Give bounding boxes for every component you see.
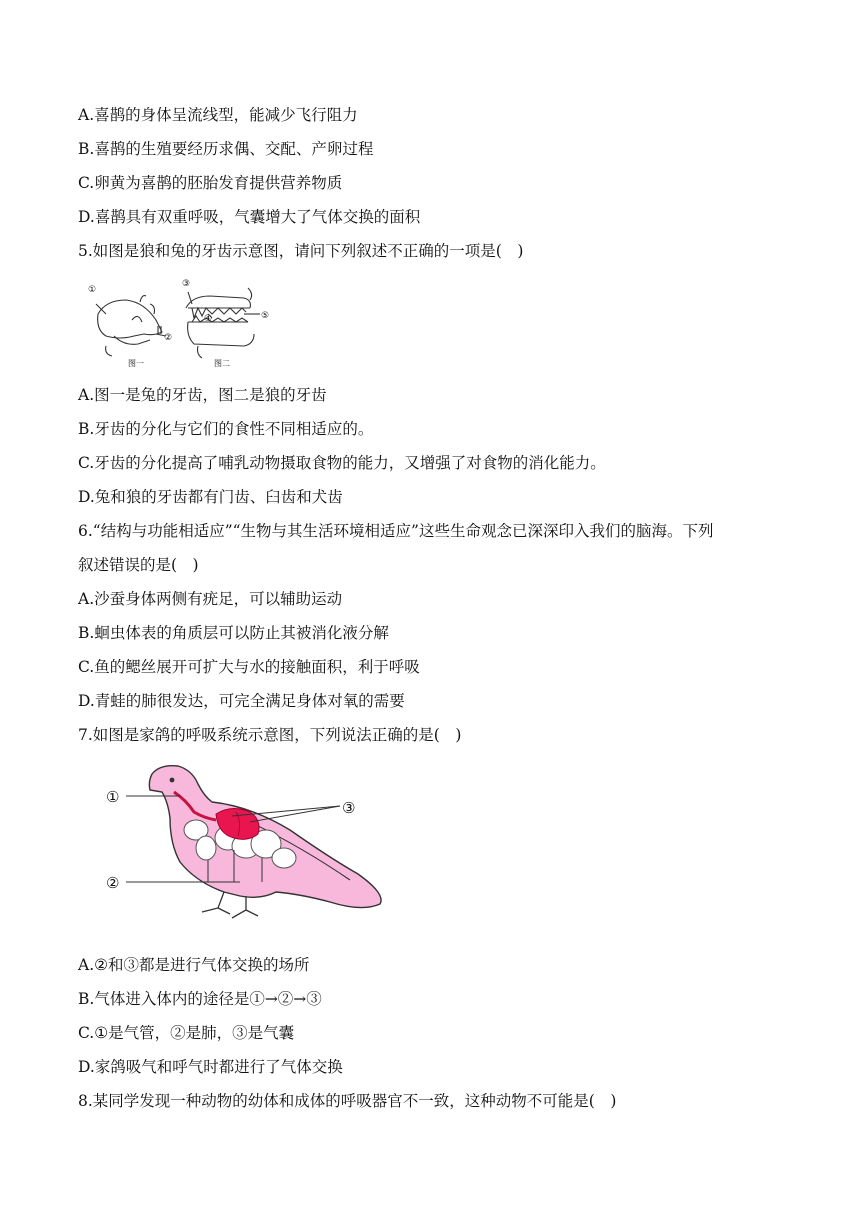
teeth-label-1: ①	[88, 285, 97, 295]
pigeon-label-1: ①	[106, 788, 120, 806]
teeth-caption-1: 图一	[128, 359, 144, 368]
q7-option-a: A.②和③都是进行气体交换的场所	[78, 956, 310, 974]
pigeon-label-3: ③	[342, 799, 356, 817]
q4-option-c: C.卵黄为喜鹊的胚胎发育提供营养物质	[78, 174, 343, 192]
q6-option-c: C.鱼的鳃丝展开可扩大与水的接触面积，利于呼吸	[78, 658, 420, 676]
q8-stem: 8.某同学发现一种动物的幼体和成体的呼吸器官不一致，这种动物不可能是( )	[78, 1092, 617, 1110]
q4-option-b: B.喜鹊的生殖要经历求偶、交配、产卵过程	[78, 140, 374, 158]
q7-option-b: B.气体进入体内的途径是①→②→③	[78, 990, 322, 1008]
q5-option-a: A.图一是兔的牙齿，图二是狼的牙齿	[78, 386, 327, 404]
air-sac	[196, 836, 216, 860]
q6-stem-line2: 叙述错误的是( )	[78, 556, 199, 574]
teeth-label-4: ④	[204, 314, 213, 324]
q4-option-a: A.喜鹊的身体呈流线型，能减少飞行阻力	[78, 106, 358, 124]
q7-option-d: D.家鸽吸气和呼气时都进行了气体交换	[78, 1058, 343, 1076]
teeth-label-5: ⑤	[261, 311, 270, 321]
q5-option-c: C.牙齿的分化提高了哺乳动物摄取食物的能力，又增强了对食物的消化能力。	[78, 454, 606, 472]
air-sac	[272, 848, 296, 868]
pigeon-figure	[100, 762, 400, 927]
q6-option-a: A.沙蚕身体两侧有疣足，可以辅助运动	[78, 590, 343, 608]
q5-option-d: D.兔和狼的牙齿都有门齿、臼齿和犬齿	[78, 488, 343, 506]
q6-option-d: D.青蛙的肺很发达，可完全满足身体对氧的需要	[78, 692, 405, 710]
teeth-label-3: ③	[182, 279, 191, 289]
teeth-caption-2: 图二	[214, 359, 230, 368]
pigeon-label-2: ②	[106, 874, 120, 892]
q6-option-b: B.蛔虫体表的角质层可以防止其被消化液分解	[78, 624, 389, 642]
q4-option-d: D.喜鹊具有双重呼吸，气囊增大了气体交换的面积	[78, 208, 421, 226]
q5-stem: 5.如图是狼和兔的牙齿示意图，请问下列叙述不正确的一项是( )	[78, 242, 524, 260]
teeth-label-2: ②	[164, 333, 173, 343]
q7-option-c: C.①是气管，②是肺，③是气囊	[78, 1024, 295, 1042]
q7-stem: 7.如图是家鸽的呼吸系统示意图，下列说法正确的是( )	[78, 726, 462, 744]
q5-option-b: B.牙齿的分化与它们的食性不同相适应的。	[78, 420, 374, 438]
teeth-figure	[84, 274, 274, 370]
q6-stem-line1: 6.“结构与功能相适应”“生物与其生活环境相适应”这些生命观念已深深印入我们的脑海。下列	[78, 522, 714, 540]
